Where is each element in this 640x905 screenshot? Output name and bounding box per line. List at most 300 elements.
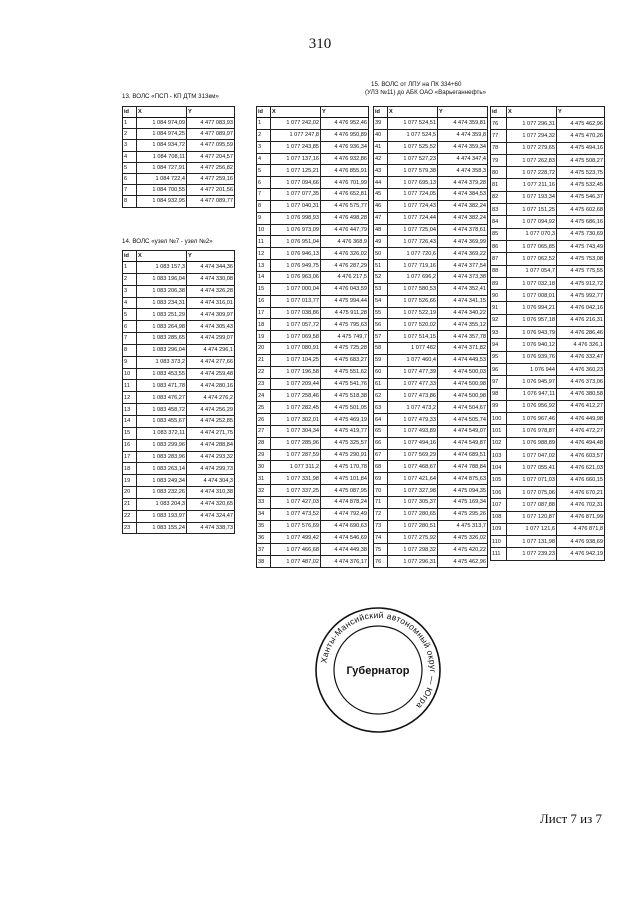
cell-x: 1 083 249,34 [137, 475, 187, 487]
cell-x: 1 077 258,46 [271, 390, 321, 402]
table-row [123, 273, 235, 285]
cell-y: 4 475 470,26 [557, 130, 605, 142]
cell-x: 1 077 525,52 [388, 141, 438, 153]
cell-id: 71 [374, 497, 388, 509]
cell-id: 2 [123, 273, 137, 285]
cell-y: 4 474 382,24 [438, 200, 488, 212]
cell-y: 4 476 472,27 [557, 425, 605, 437]
cell-id: 76 [491, 118, 507, 130]
cell-x: 1 076 973,09 [271, 224, 321, 236]
table-row [491, 327, 605, 339]
cell-x: 1 077 695,13 [388, 177, 438, 189]
cell-id: 11 [123, 380, 137, 392]
table-row [374, 508, 488, 520]
cell-x: 1 076 945,97 [507, 376, 557, 388]
table-header-row [257, 107, 369, 118]
cell-y: 4 476 217,5 [321, 271, 369, 283]
cell-id: 44 [374, 177, 388, 189]
cell-id: 85 [491, 228, 507, 240]
cell-id: 8 [123, 344, 137, 356]
section-15-table-part2 [373, 106, 488, 568]
table-row [374, 295, 488, 307]
cell-y: 4 475 992,77 [557, 290, 605, 302]
cell-id: 107 [491, 499, 507, 511]
table-row [374, 177, 488, 189]
cell-y: 4 476 621,03 [557, 462, 605, 474]
cell-y: 4 474 320,65 [187, 498, 235, 510]
cell-id: 104 [491, 462, 507, 474]
cell-id: 9 [257, 212, 271, 224]
cell-y: 4 474 382,24 [438, 212, 488, 224]
cell-y: 4 475 725,28 [321, 343, 369, 355]
cell-id: 1 [123, 118, 137, 129]
cell-x: 1 077 280,65 [388, 508, 438, 520]
col-header-id: id [491, 107, 507, 118]
cell-x: 1 077 193,34 [507, 191, 557, 203]
table-row [491, 130, 605, 142]
cell-id: 31 [257, 473, 271, 485]
cell-y: 4 474 371,82 [438, 343, 488, 355]
cell-x: 1 077 524,5 [388, 129, 438, 141]
cell-id: 91 [491, 302, 507, 314]
cell-id: 41 [374, 141, 388, 153]
cell-y: 4 475 523,75 [557, 167, 605, 179]
cell-y: 4 476 855,91 [321, 165, 369, 177]
table-row [257, 248, 369, 260]
cell-x: 1 076 951,04 [271, 236, 321, 248]
cell-y: 4 474 310,38 [187, 487, 235, 499]
table-row [491, 118, 605, 130]
cell-id: 7 [123, 185, 137, 196]
table-row [257, 165, 369, 177]
cell-id: 2 [257, 129, 271, 141]
cell-id: 16 [123, 439, 137, 451]
cell-x: 1 077 008,01 [507, 290, 557, 302]
cell-y: 4 475 087,95 [321, 485, 369, 497]
cell-id: 77 [491, 130, 507, 142]
cell-id: 27 [257, 425, 271, 437]
table-row [257, 354, 369, 366]
cell-x: 1 077 520,02 [388, 319, 438, 331]
cell-x: 1 083 285,65 [137, 333, 187, 345]
cell-x: 1 077 720,6 [388, 248, 438, 260]
cell-id: 58 [374, 343, 388, 355]
table-row [491, 339, 605, 351]
cell-y: 4 474 546,69 [321, 532, 369, 544]
cell-id: 73 [374, 520, 388, 532]
table-row [374, 414, 488, 426]
cell-x: 1 077 087,88 [507, 499, 557, 511]
table-row [123, 173, 235, 184]
cell-y: 4 474 505,74 [438, 414, 488, 426]
cell-id: 86 [491, 240, 507, 252]
table-row [123, 368, 235, 380]
cell-x: 1 083 157,3 [137, 262, 187, 274]
cell-y: 4 474 293,32 [187, 451, 235, 463]
cell-y: 4 474 330,08 [187, 273, 235, 285]
cell-id: 56 [374, 319, 388, 331]
cell-id: 22 [257, 366, 271, 378]
cell-x: 1 077 228,72 [507, 167, 557, 179]
cell-id: 80 [491, 167, 507, 179]
cell-x: 1 083 373,2 [137, 356, 187, 368]
cell-x: 1 077 038,86 [271, 307, 321, 319]
cell-x: 1 077 065,85 [507, 240, 557, 252]
cell-id: 49 [374, 236, 388, 248]
cell-id: 9 [123, 356, 137, 368]
table-row [123, 498, 235, 510]
table-row [491, 204, 605, 216]
cell-x: 1 083 232,26 [137, 487, 187, 499]
cell-id: 102 [491, 437, 507, 449]
table-row [257, 141, 369, 153]
cell-y: 4 475 419,77 [321, 425, 369, 437]
cell-y: 4 474 369,99 [438, 236, 488, 248]
table-row [257, 378, 369, 390]
cell-x: 1 077 305,37 [388, 497, 438, 509]
table-row [257, 425, 369, 437]
cell-x: 1 077 209,44 [271, 378, 321, 390]
table-row [374, 425, 488, 437]
cell-y: 4 475 795,63 [321, 319, 369, 331]
cell-x: 1 076 949,75 [271, 260, 321, 272]
cell-y: 4 474 549,07 [438, 425, 488, 437]
cell-id: 63 [374, 402, 388, 414]
cell-x: 1 077 524,51 [388, 118, 438, 130]
table-row [374, 224, 488, 236]
cell-y: 4 475 518,38 [321, 390, 369, 402]
cell-y: 4 477 095,59 [187, 140, 235, 151]
cell-x: 1 077 304,34 [271, 425, 321, 437]
cell-id: 21 [257, 354, 271, 366]
cell-x: 1 076 988,89 [507, 437, 557, 449]
cell-id: 35 [257, 520, 271, 532]
cell-y: 4 476 287,29 [321, 260, 369, 272]
table-row [374, 248, 488, 260]
cell-id: 12 [123, 392, 137, 404]
cell-y: 4 475 290,91 [321, 449, 369, 461]
cell-id: 15 [123, 427, 137, 439]
cell-y: 4 474 373,38 [438, 271, 488, 283]
cell-x: 1 083 251,29 [137, 309, 187, 321]
table-row [491, 388, 605, 400]
table-row [123, 510, 235, 522]
cell-id: 6 [123, 321, 137, 333]
cell-id: 65 [374, 425, 388, 437]
table-row [123, 344, 235, 356]
cell-y: 4 474 305,43 [187, 321, 235, 333]
cell-y: 4 474 299,73 [187, 463, 235, 475]
cell-id: 87 [491, 253, 507, 265]
table-row [257, 271, 369, 283]
cell-id: 6 [257, 177, 271, 189]
cell-id: 45 [374, 189, 388, 201]
section-15-title-line2: (УЛЗ №11) до АБК ОАО «Варьеганнефть» [365, 89, 487, 96]
cell-x: 1 077 527,23 [388, 153, 438, 165]
cell-y: 4 476 380,58 [557, 388, 605, 400]
cell-y: 4 475 494,16 [557, 142, 605, 154]
cell-id: 100 [491, 413, 507, 425]
table-row [123, 475, 235, 487]
cell-y: 4 476 447,79 [321, 224, 369, 236]
table-row [123, 321, 235, 333]
cell-id: 10 [123, 368, 137, 380]
cell-id: 83 [491, 204, 507, 216]
cell-id: 36 [257, 532, 271, 544]
table-row [257, 283, 369, 295]
cell-x: 1 077 468,67 [388, 461, 438, 473]
cell-x: 1 083 263,14 [137, 463, 187, 475]
cell-y: 4 474 376,17 [321, 556, 369, 568]
cell-y: 4 474 500,03 [438, 366, 488, 378]
cell-id: 47 [374, 212, 388, 224]
table-row [257, 402, 369, 414]
table-row [491, 277, 605, 289]
cell-y: 4 477 259,16 [187, 173, 235, 184]
cell-id: 53 [374, 283, 388, 295]
cell-x: 1 077 477,39 [388, 366, 438, 378]
table-row [374, 544, 488, 556]
table-row [257, 485, 369, 497]
cell-x: 1 077 285,96 [271, 437, 321, 449]
cell-x: 1 077 580,53 [388, 283, 438, 295]
cell-id: 88 [491, 265, 507, 277]
cell-id: 3 [123, 285, 137, 297]
cell-y: 4 474 252,85 [187, 415, 235, 427]
cell-y: 4 475 469,19 [321, 414, 369, 426]
cell-x: 1 077 120,87 [507, 511, 557, 523]
cell-x: 1 077 070,3 [507, 228, 557, 240]
table-row [123, 487, 235, 499]
table-row [374, 307, 488, 319]
col-header-x: X [388, 107, 438, 118]
table-row [374, 390, 488, 402]
cell-x: 1 077 296,31 [507, 118, 557, 130]
cell-id: 97 [491, 376, 507, 388]
cell-x: 1 083 193,97 [137, 510, 187, 522]
cell-x: 1 077 460,4 [388, 354, 438, 366]
table-row [374, 271, 488, 283]
cell-y: 4 476 932,86 [321, 153, 369, 165]
cell-id: 98 [491, 388, 507, 400]
cell-x: 1 076 947,11 [507, 388, 557, 400]
cell-y: 4 474 449,38 [321, 544, 369, 556]
cell-y: 4 475 743,49 [557, 240, 605, 252]
cell-y: 4 475 532,45 [557, 179, 605, 191]
cell-y: 4 475 775,55 [557, 265, 605, 277]
cell-y: 4 475 686,16 [557, 216, 605, 228]
cell-id: 21 [123, 498, 137, 510]
table-row [491, 536, 605, 548]
cell-x: 1 084 727,91 [137, 162, 187, 173]
cell-x: 1 077 211,16 [507, 179, 557, 191]
cell-x: 1 077 013,77 [271, 295, 321, 307]
table-row [374, 141, 488, 153]
col-header-y: Y [557, 107, 605, 118]
section-14-title: 14. ВОЛС «узел №7 - узел №2» [122, 238, 213, 245]
cell-y: 4 475 295,26 [438, 508, 488, 520]
cell-id: 5 [123, 162, 137, 173]
cell-x: 1 077 262,83 [507, 154, 557, 166]
cell-y: 4 476 938,69 [557, 536, 605, 548]
cell-x: 1 077 327,98 [388, 485, 438, 497]
cell-y: 4 474 326,28 [187, 285, 235, 297]
table-row [123, 404, 235, 416]
cell-y: 4 474 296,1 [187, 344, 235, 356]
cell-id: 10 [257, 224, 271, 236]
table-row [491, 462, 605, 474]
table-row [123, 522, 235, 534]
cell-id: 6 [123, 173, 137, 184]
table-row [374, 461, 488, 473]
cell-x: 1 083 299,96 [137, 439, 187, 451]
table-row [123, 196, 235, 207]
cell-x: 1 076 944 [507, 363, 557, 375]
cell-x: 1 077 137,16 [271, 153, 321, 165]
cell-y: 4 475 912,72 [557, 277, 605, 289]
cell-id: 84 [491, 216, 507, 228]
section-15-title-line1: 15. ВОЛС от ЛПУ на ПК 334+60 [371, 81, 462, 88]
cell-id: 25 [257, 402, 271, 414]
table-row [257, 212, 369, 224]
cell-y: 4 475 602,68 [557, 204, 605, 216]
cell-x: 1 077 239,23 [507, 548, 557, 560]
cell-x: 1 077 331,98 [271, 473, 321, 485]
cell-x: 1 077 337,25 [271, 485, 321, 497]
cell-x: 1 076 957,18 [507, 314, 557, 326]
table-row [123, 285, 235, 297]
cell-x: 1 077 487,02 [271, 556, 321, 568]
section-15-table-part1 [256, 106, 369, 568]
sheet-footer: Лист 7 из 7 [539, 811, 602, 826]
cell-id: 82 [491, 191, 507, 203]
table-row [257, 236, 369, 248]
cell-id: 39 [374, 118, 388, 130]
cell-x: 1 077 296,31 [388, 556, 438, 568]
cell-id: 95 [491, 351, 507, 363]
table-row [374, 449, 488, 461]
cell-y: 4 476 603,57 [557, 450, 605, 462]
cell-y: 4 475 462,96 [438, 556, 488, 568]
cell-y: 4 474 341,15 [438, 295, 488, 307]
table-row [374, 165, 488, 177]
cell-y: 4 476 326,02 [321, 248, 369, 260]
cell-id: 18 [257, 319, 271, 331]
cell-x: 1 077 493,89 [388, 425, 438, 437]
table-row [257, 556, 369, 568]
cell-y: 4 475 753,08 [557, 253, 605, 265]
cell-y: 4 474 377,54 [438, 260, 488, 272]
cell-y: 4 476 871,8 [557, 523, 605, 535]
cell-x: 1 077 040,31 [271, 200, 321, 212]
cell-x: 1 077 724,44 [388, 212, 438, 224]
col-header-y: Y [187, 251, 235, 262]
table-row [257, 319, 369, 331]
table-row [123, 151, 235, 162]
cell-x: 1 084 974,09 [137, 118, 187, 129]
cell-y: 4 476 360,23 [557, 363, 605, 375]
cell-y: 4 475 326,02 [438, 532, 488, 544]
cell-x: 1 076 967,46 [507, 413, 557, 425]
cell-y: 4 474 689,51 [438, 449, 488, 461]
cell-y: 4 474 378,61 [438, 224, 488, 236]
cell-y: 4 476 942,19 [557, 548, 605, 560]
cell-y: 4 474 277,66 [187, 356, 235, 368]
table-row [257, 449, 369, 461]
cell-x: 1 077 473,2 [388, 402, 438, 414]
cell-id: 13 [123, 404, 137, 416]
cell-id: 42 [374, 153, 388, 165]
cell-id: 12 [257, 248, 271, 260]
cell-id: 4 [123, 297, 137, 309]
cell-y: 4 476 498,28 [321, 212, 369, 224]
cell-id: 34 [257, 508, 271, 520]
cell-id: 57 [374, 331, 388, 343]
cell-id: 69 [374, 473, 388, 485]
cell-x: 1 076 994,21 [507, 302, 557, 314]
table-row [257, 307, 369, 319]
table-row [257, 295, 369, 307]
cell-y: 4 477 089,97 [187, 129, 235, 140]
table-row [374, 556, 488, 568]
cell-id: 62 [374, 390, 388, 402]
table-row [123, 118, 235, 129]
cell-x: 1 084 934,72 [137, 140, 187, 151]
cell-id: 94 [491, 339, 507, 351]
cell-y: 4 474 355,12 [438, 319, 488, 331]
cell-id: 81 [491, 179, 507, 191]
table-row [491, 474, 605, 486]
cell-y: 4 474 358,3 [438, 165, 488, 177]
cell-y: 4 474 792,49 [321, 508, 369, 520]
cell-x: 1 083 234,31 [137, 297, 187, 309]
cell-x: 1 083 264,98 [137, 321, 187, 333]
col-header-x: X [137, 251, 187, 262]
table-row [374, 118, 488, 130]
cell-x: 1 077 696,2 [388, 271, 438, 283]
cell-x: 1 077 075,06 [507, 486, 557, 498]
table-header-row [374, 107, 488, 118]
cell-y: 4 476 449,98 [557, 413, 605, 425]
cell-y: 4 475 462,96 [557, 118, 605, 130]
cell-x: 1 083 204,3 [137, 498, 187, 510]
cell-x: 1 077 080,91 [271, 343, 321, 355]
cell-y: 4 475 508,27 [557, 154, 605, 166]
table-row [257, 366, 369, 378]
cell-id: 110 [491, 536, 507, 548]
cell-id: 23 [257, 378, 271, 390]
cell-x: 1 077 311,2 [271, 461, 321, 473]
cell-y: 4 474 500,98 [438, 378, 488, 390]
col-header-x: X [507, 107, 557, 118]
table-row [257, 129, 369, 141]
cell-x: 1 077 466,68 [271, 544, 321, 556]
cell-id: 93 [491, 327, 507, 339]
table-row [374, 497, 488, 509]
cell-id: 106 [491, 486, 507, 498]
cell-y: 4 476 286,46 [557, 327, 605, 339]
table-row [491, 511, 605, 523]
table-row [491, 376, 605, 388]
cell-id: 99 [491, 400, 507, 412]
table-row [123, 439, 235, 451]
table-row [491, 216, 605, 228]
table-row [257, 461, 369, 473]
table-row [491, 179, 605, 191]
cell-id: 43 [374, 165, 388, 177]
cell-id: 96 [491, 363, 507, 375]
table-row [257, 437, 369, 449]
